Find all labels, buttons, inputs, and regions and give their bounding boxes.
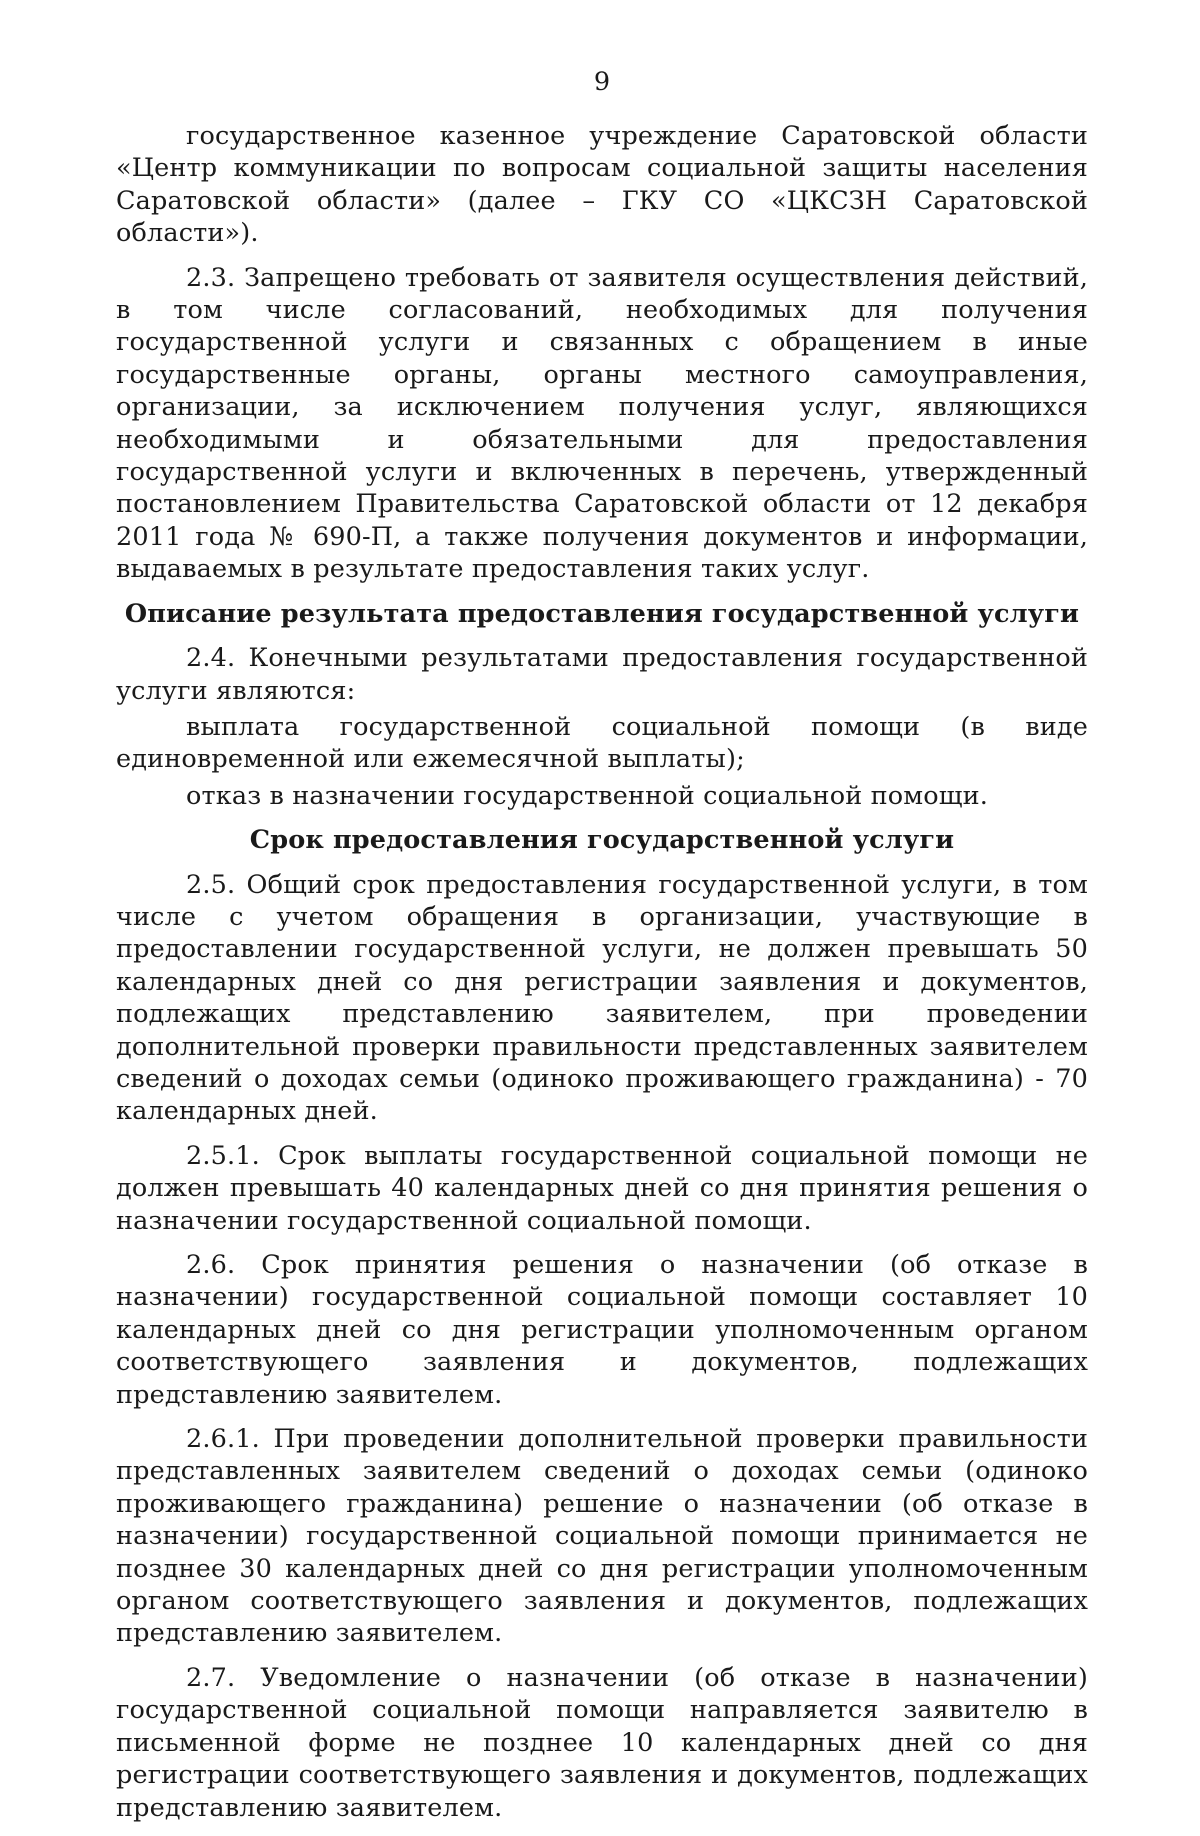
- paragraph-gku-definition: государственное казенное учреждение Саратовской области «Центр коммуникации по вопросам социальной защиты населения Саратовской области» (далее – ГКУ СО «ЦКСЗН Саратовской области»).: [116, 121, 1088, 249]
- document-page: [116, 66, 1088, 1836]
- paragraph-2-4: 2.4. Конечными результатами предоставления государственной услуги являются:: [116, 643, 1088, 706]
- paragraph-2-3: 2.3. Запрещено требовать от заявителя осуществления действий, в том числе согласований, необходимых для получения государственной услуги и связанных с обращением в иные государственные органы, органы местного самоуправления, организации, за исключением получения услуг, являющихся необходимыми и обязательными для предоставления государственной услуги и включенных в перечень, утвержденный постановлением Правительства Саратовской области от 12 декабря 2011 года № 690-П, а также получения документов и информации, выдаваемых в результате предоставления таких услуг.: [116, 262, 1088, 585]
- heading-service-term: Срок предоставления государственной услуги: [249, 825, 955, 856]
- list-item-payment: выплата государственной социальной помощи (в виде единовременной или ежемесячной выплаты);: [116, 711, 1088, 775]
- paragraph-2-5-1: 2.5.1. Срок выплаты государственной социальной помощи не должен превышать 40 календарных дней со дня принятия решения о назначении государственной социальной помощи.: [116, 1140, 1088, 1236]
- heading-result-description: Описание результата предоставления государственной услуги: [124, 598, 1080, 629]
- paragraph-2-6: 2.6. Срок принятия решения о назначении (об отказе в назначении) государственной социальной помощи составляет 10 календарных дней со дня регистрации уполномоченным органом соответствующего заявления и документов, подлежащих представлению заявителем.: [116, 1250, 1088, 1410]
- paragraph-2-5: 2.5. Общий срок предоставления государственной услуги, в том числе с учетом обращения в организации, участвующие в предоставлении государственной услуги, не должен превышать 50 календарных дней со дня регистрации заявления и документов, подлежащих представлению заявителем, при проведении дополнительной проверки правильности представленных заявителем сведений о доходах семьи (одиноко проживающего гражданина) - 70 календарных дней.: [116, 869, 1088, 1127]
- paragraph-2-7: 2.7. Уведомление о назначении (об отказе в назначении) государственной социальной помощи направляется заявителю в письменной форме не позднее 10 календарных дней со дня регистрации соответствующего заявления и документов, подлежащих представлению заявителем.: [116, 1662, 1088, 1823]
- list-item-refusal: отказ в назначении государственной социальной помощи.: [186, 780, 988, 811]
- paragraph-2-6-1: 2.6.1. При проведении дополнительной проверки правильности представленных заявителем сведений о доходах семьи (одиноко проживающего гражданина) решение о назначении (об отказе в назначении) государственной социальной помощи принимается не позднее 30 календарных дней со дня регистрации уполномоченным органом соответствующего заявления и документов, подлежащих представлению заявителем.: [116, 1424, 1088, 1649]
- page-number: 9: [593, 67, 611, 97]
